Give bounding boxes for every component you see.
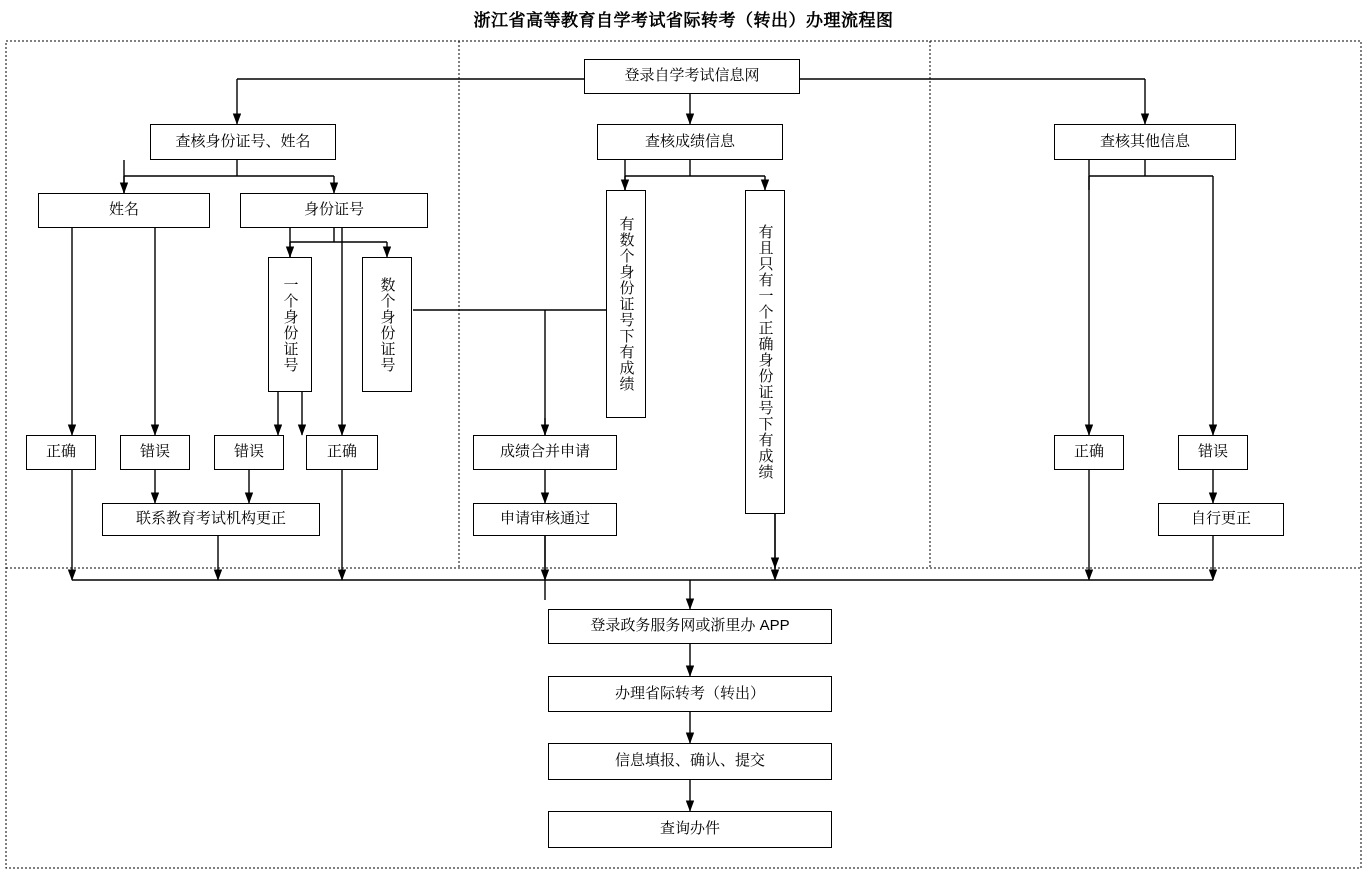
node-login-gov[interactable]: 登录政务服务网或浙里办 APP — [548, 609, 832, 644]
node-apply-approved[interactable]: 申请审核通过 — [473, 503, 617, 536]
node-check-score[interactable]: 查核成绩信息 — [597, 124, 783, 160]
page-title: 浙江省高等教育自学考试省际转考（转出）办理流程图 — [473, 11, 894, 30]
node-correct-right[interactable]: 正确 — [1054, 435, 1124, 470]
node-self-correct[interactable]: 自行更正 — [1158, 503, 1284, 536]
node-check-other[interactable]: 查核其他信息 — [1054, 124, 1236, 160]
node-wrong-left[interactable]: 错误 — [120, 435, 190, 470]
node-name[interactable]: 姓名 — [38, 193, 210, 228]
node-correct-mid[interactable]: 正确 — [306, 435, 378, 470]
node-fill-confirm-submit[interactable]: 信息填报、确认、提交 — [548, 743, 832, 780]
node-login-site[interactable]: 登录自学考试信息网 — [584, 59, 800, 94]
node-handle-transfer[interactable]: 办理省际转考（转出） — [548, 676, 832, 712]
node-id-number[interactable]: 身份证号 — [240, 193, 428, 228]
node-contact-agency[interactable]: 联系教育考试机构更正 — [102, 503, 320, 536]
node-check-id-name[interactable]: 查核身份证号、姓名 — [150, 124, 336, 160]
node-several-id[interactable]: 数个身份证号 — [362, 257, 412, 392]
node-wrong-mid[interactable]: 错误 — [214, 435, 284, 470]
node-correct-left[interactable]: 正确 — [26, 435, 96, 470]
node-wrong-right[interactable]: 错误 — [1178, 435, 1248, 470]
node-several-id-with-score[interactable]: 有数个身份证号下有成绩 — [606, 190, 646, 418]
node-one-id[interactable]: 一个身份证号 — [268, 257, 312, 392]
node-only-one-correct-id-with-score[interactable]: 有且只有一个正确身份证号下有成绩 — [745, 190, 785, 514]
node-score-merge-apply[interactable]: 成绩合并申请 — [473, 435, 617, 470]
node-query-case[interactable]: 查询办件 — [548, 811, 832, 848]
